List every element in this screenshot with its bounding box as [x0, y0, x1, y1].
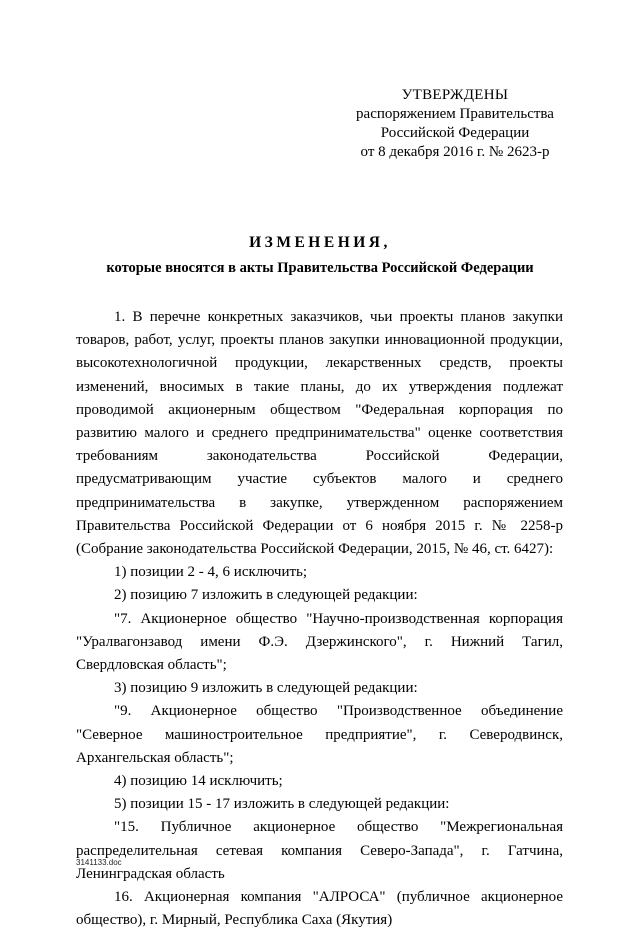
- paragraph-position-9: "9. Акционерное общество "Производственное объединение "Северное машиностроительное предприятие", г. Северодвинск, Архангельская область";: [76, 703, 563, 766]
- approval-line-1: распоряжением Правительства: [356, 106, 554, 122]
- approval-heading: УТВЕРЖДЕНЫ: [401, 87, 509, 103]
- paragraph-subitem-1: 1) позиции 2 - 4, 6 исключить;: [114, 564, 308, 581]
- paragraph-position-7: "7. Акционерное общество "Научно-производственная корпорация "Уралвагонзавод имени Ф.Э. Дзержинского", г. Нижний Тагил, Свердловская область";: [76, 610, 563, 674]
- approval-line-3: от 8 декабря 2016 г. № 2623-р: [360, 144, 550, 160]
- approval-line-2: Российской Федерации: [380, 125, 530, 141]
- footer-file-name: 3141133.doc: [76, 858, 122, 867]
- approval-stamp: [330, 86, 580, 162]
- paragraph-subitem-2: 2) позицию 7 изложить в следующей редакции:: [114, 587, 418, 604]
- paragraph-position-15: "15. Публичное акционерное общество "Межрегиональная распределительная сетевая компания Северо-Запада", г. Гатчина, Ленинградская область: [76, 819, 563, 882]
- paragraph-position-16: 16. Акционерная компания "АЛРОСА" (публичное акционерное общество), г. Мирный, Республика Саха (Якутия): [76, 889, 563, 929]
- paragraph-item-1: 1. В перечне конкретных заказчиков, чьи проекты планов закупки товаров, работ, услуг, проекты планов закупки инновационной продукции, высокотехнологичной продукции, лекарственных средств, проекты изменений, вносимых в такие планы, до их утверждения подлежат проводимой акционерным обществом "Федеральная корпорация по развитию малого и среднего предпринимательства" оценке соответствия требованиям законодательства Российской Федерации, предусматривающим участие субъектов малого и среднего предпринимательства в закупке, утвержденном распоряжением Правительства Российской Федерации от 6 ноября 2015 г. № 2258-р (Собрание законодательства Российской Федерации, 2015, № 46, ст. 6427):: [76, 309, 563, 558]
- paragraph-subitem-3: 3) позицию 9 изложить в следующей редакции:: [114, 680, 418, 697]
- document-subtitle: которые вносятся в акты Правительства Российской Федерации: [106, 260, 534, 276]
- document-body: [76, 306, 563, 932]
- document-title: ИЗМЕНЕНИЯ,: [249, 234, 391, 251]
- paragraph-subitem-5: 5) позиции 15 - 17 изложить в следующей редакции:: [114, 796, 450, 813]
- paragraph-subitem-4: 4) позицию 14 исключить;: [114, 773, 283, 790]
